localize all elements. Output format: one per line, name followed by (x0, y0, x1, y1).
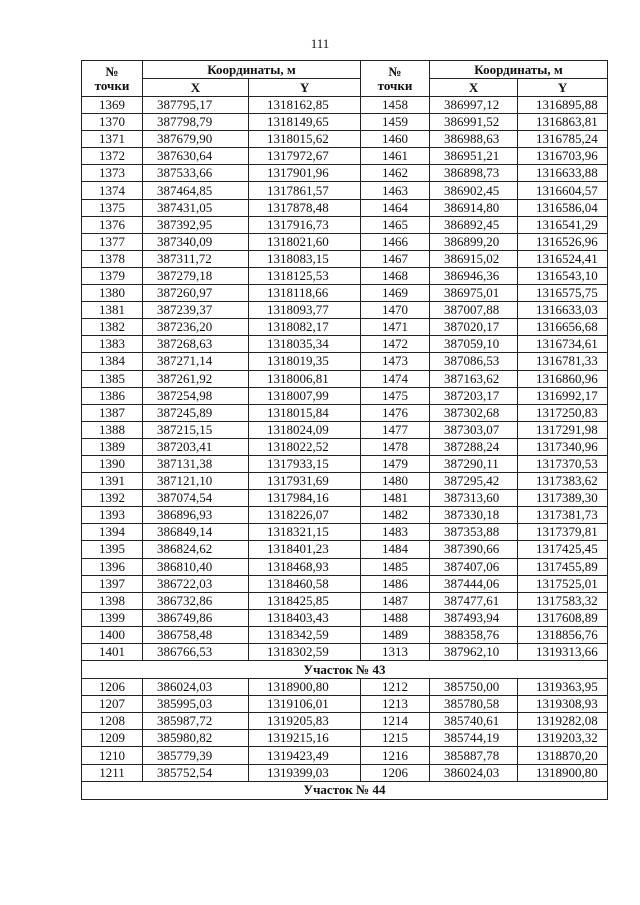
x-coordinate-cell: 387074,54 (143, 490, 249, 507)
table-row (82, 644, 608, 661)
y-coordinate-cell: 1316703,96 (518, 148, 608, 165)
table-row (82, 679, 608, 696)
point-number-cell: 1400 (82, 626, 143, 643)
x-coordinate-cell: 386975,01 (430, 285, 518, 302)
table-row (82, 302, 608, 319)
y-coordinate-cell: 1316633,88 (518, 165, 608, 182)
y-coordinate-cell: 1317901,96 (249, 165, 361, 182)
point-number-cell: 1399 (82, 609, 143, 626)
point-number-cell: 1369 (82, 97, 143, 114)
point-number-cell: 1212 (361, 679, 430, 696)
table-row (82, 455, 608, 472)
y-coordinate-cell: 1316604,57 (518, 182, 608, 199)
x-coordinate-cell: 387131,38 (143, 455, 249, 472)
x-coordinate-cell: 385779,39 (143, 747, 249, 764)
point-number-cell: 1213 (361, 696, 430, 713)
y-coordinate-cell: 1318082,17 (249, 319, 361, 336)
table-row (82, 626, 608, 643)
table-row (82, 285, 608, 302)
y-coordinate-cell: 1318162,85 (249, 97, 361, 114)
table-row (82, 148, 608, 165)
table-row (82, 541, 608, 558)
x-coordinate-cell: 385987,72 (143, 713, 249, 730)
x-coordinate-cell: 387444,06 (430, 575, 518, 592)
x-coordinate-cell: 387271,14 (143, 353, 249, 370)
point-number-cell: 1208 (82, 713, 143, 730)
y-coordinate-cell: 1318870,20 (518, 747, 608, 764)
x-coordinate-cell: 387353,88 (430, 524, 518, 541)
y-coordinate-cell: 1319203,32 (518, 730, 608, 747)
y-coordinate-cell: 1319282,08 (518, 713, 608, 730)
y-coordinate-cell: 1317379,81 (518, 524, 608, 541)
x-coordinate-cell: 387203,17 (430, 387, 518, 404)
y-coordinate-cell: 1316524,41 (518, 250, 608, 267)
y-coordinate-cell: 1318006,81 (249, 370, 361, 387)
x-coordinate-cell: 387121,10 (143, 473, 249, 490)
point-number-cell: 1483 (361, 524, 430, 541)
y-coordinate-cell: 1317608,89 (518, 609, 608, 626)
x-coordinate-cell: 386766,53 (143, 644, 249, 661)
y-coordinate-cell: 1317931,69 (249, 473, 361, 490)
x-coordinate-cell: 386024,03 (143, 679, 249, 696)
x-coordinate-cell: 386951,21 (430, 148, 518, 165)
x-coordinate-cell: 387007,88 (430, 302, 518, 319)
x-coordinate-cell: 386914,80 (430, 199, 518, 216)
point-number-cell: 1478 (361, 438, 430, 455)
y-coordinate-cell: 1319205,83 (249, 713, 361, 730)
point-number-header-right (361, 61, 430, 97)
point-number-cell: 1464 (361, 199, 430, 216)
y-coordinate-cell: 1317370,53 (518, 455, 608, 472)
table-row (82, 524, 608, 541)
x-coordinate-cell: 386946,36 (430, 267, 518, 284)
y-coordinate-cell: 1319215,16 (249, 730, 361, 747)
y-coordinate-cell: 1317381,73 (518, 507, 608, 524)
point-number-cell: 1477 (361, 421, 430, 438)
x-coordinate-cell: 387163,62 (430, 370, 518, 387)
point-number-cell: 1377 (82, 233, 143, 250)
point-number-cell: 1372 (82, 148, 143, 165)
table-row (82, 114, 608, 131)
x-coordinate-cell: 386988,63 (430, 131, 518, 148)
table-row (82, 609, 608, 626)
table-row (82, 713, 608, 730)
x-coordinate-cell: 387261,92 (143, 370, 249, 387)
point-number-cell: 1471 (361, 319, 430, 336)
point-number-cell: 1476 (361, 404, 430, 421)
table-row (82, 575, 608, 592)
table-row (82, 370, 608, 387)
y-coordinate-cell: 1316575,75 (518, 285, 608, 302)
y-coordinate-cell: 1317525,01 (518, 575, 608, 592)
x-coordinate-cell: 387254,98 (143, 387, 249, 404)
x-coordinate-cell: 387962,10 (430, 644, 518, 661)
point-number-cell: 1479 (361, 455, 430, 472)
y-coordinate-cell: 1317340,96 (518, 438, 608, 455)
y-coordinate-cell: 1318019,35 (249, 353, 361, 370)
table-row (82, 764, 608, 781)
y-coordinate-cell: 1316734,61 (518, 336, 608, 353)
x-coordinate-cell: 386898,73 (430, 165, 518, 182)
x-coordinate-cell: 387239,37 (143, 302, 249, 319)
x-coordinate-cell: 387477,61 (430, 592, 518, 609)
x-coordinate-cell: 386892,45 (430, 216, 518, 233)
y-coordinate-cell: 1318093,77 (249, 302, 361, 319)
x-header-left: X (143, 79, 249, 97)
x-coordinate-cell: 387392,95 (143, 216, 249, 233)
coordinates-table (81, 60, 608, 800)
x-coordinate-cell: 385980,82 (143, 730, 249, 747)
x-coordinate-cell: 385744,19 (430, 730, 518, 747)
y-coordinate-cell: 1318015,62 (249, 131, 361, 148)
point-number-cell: 1474 (361, 370, 430, 387)
point-number-cell: 1380 (82, 285, 143, 302)
x-coordinate-cell: 385752,54 (143, 764, 249, 781)
x-coordinate-cell: 387236,20 (143, 319, 249, 336)
section-43-title: Участок № 43 (82, 661, 608, 679)
x-coordinate-cell: 387464,85 (143, 182, 249, 199)
x-coordinate-cell: 385750,00 (430, 679, 518, 696)
point-number-cell: 1379 (82, 267, 143, 284)
table-row (82, 182, 608, 199)
point-number-cell: 1469 (361, 285, 430, 302)
x-coordinate-cell: 386732,86 (143, 592, 249, 609)
point-number-cell: 1489 (361, 626, 430, 643)
x-coordinate-cell: 387203,41 (143, 438, 249, 455)
x-coordinate-cell: 388358,76 (430, 626, 518, 643)
point-number-cell: 1475 (361, 387, 430, 404)
y-coordinate-cell: 1318022,52 (249, 438, 361, 455)
table-row (82, 216, 608, 233)
x-coordinate-cell: 387493,94 (430, 609, 518, 626)
point-number-cell: 1206 (82, 679, 143, 696)
point-number-cell: 1389 (82, 438, 143, 455)
y-coordinate-cell: 1317425,45 (518, 541, 608, 558)
x-coordinate-cell: 387303,07 (430, 421, 518, 438)
point-number-cell: 1384 (82, 353, 143, 370)
point-number-cell: 1313 (361, 644, 430, 661)
y-coordinate-cell: 1316541,29 (518, 216, 608, 233)
table-row (82, 319, 608, 336)
point-number-cell: 1480 (361, 473, 430, 490)
x-coordinate-cell: 387020,17 (430, 319, 518, 336)
y-coordinate-cell: 1318468,93 (249, 558, 361, 575)
y-coordinate-cell: 1318083,15 (249, 250, 361, 267)
x-header-right: X (430, 79, 518, 97)
point-number-cell: 1397 (82, 575, 143, 592)
point-number-cell: 1381 (82, 302, 143, 319)
x-coordinate-cell: 385740,61 (430, 713, 518, 730)
point-number-cell: 1466 (361, 233, 430, 250)
point-number-cell: 1392 (82, 490, 143, 507)
y-coordinate-cell: 1319313,66 (518, 644, 608, 661)
point-number-cell: 1460 (361, 131, 430, 148)
table-row (82, 696, 608, 713)
table-row (82, 507, 608, 524)
header-row-axes (82, 79, 608, 97)
y-coordinate-cell: 1318302,59 (249, 644, 361, 661)
y-coordinate-cell: 1317972,67 (249, 148, 361, 165)
y-coordinate-cell: 1316543,10 (518, 267, 608, 284)
x-coordinate-cell: 387295,42 (430, 473, 518, 490)
point-number-cell: 1487 (361, 592, 430, 609)
table-row (82, 387, 608, 404)
x-coordinate-cell: 387288,24 (430, 438, 518, 455)
table-row (82, 473, 608, 490)
coords-header-right: Координаты, м (430, 61, 608, 79)
x-coordinate-cell: 385887,78 (430, 747, 518, 764)
y-coordinate-cell: 1319423,49 (249, 747, 361, 764)
y-coordinate-cell: 1318425,85 (249, 592, 361, 609)
table-row (82, 233, 608, 250)
x-coordinate-cell: 387407,06 (430, 558, 518, 575)
point-number-cell: 1467 (361, 250, 430, 267)
x-coordinate-cell: 387795,17 (143, 97, 249, 114)
x-coordinate-cell: 387311,72 (143, 250, 249, 267)
point-number-cell: 1385 (82, 370, 143, 387)
point-number-cell: 1370 (82, 114, 143, 131)
y-coordinate-cell: 1316863,81 (518, 114, 608, 131)
x-coordinate-cell: 385780,58 (430, 696, 518, 713)
y-coordinate-cell: 1318342,59 (249, 626, 361, 643)
point-number-cell: 1394 (82, 524, 143, 541)
x-coordinate-cell: 386749,86 (143, 609, 249, 626)
table-row (82, 421, 608, 438)
page-number: 111 (310, 36, 330, 51)
y-coordinate-cell: 1316785,24 (518, 131, 608, 148)
y-coordinate-cell: 1319106,01 (249, 696, 361, 713)
x-coordinate-cell: 386722,03 (143, 575, 249, 592)
y-coordinate-cell: 1316895,88 (518, 97, 608, 114)
y-coordinate-cell: 1318015,84 (249, 404, 361, 421)
point-number-cell: 1207 (82, 696, 143, 713)
point-number-cell: 1391 (82, 473, 143, 490)
point-number-cell: 1390 (82, 455, 143, 472)
y-header-left: Y (249, 79, 361, 97)
x-coordinate-cell: 387533,66 (143, 165, 249, 182)
point-label-right: точки (377, 77, 413, 93)
y-coordinate-cell: 1318024,09 (249, 421, 361, 438)
table-row (82, 490, 608, 507)
coords-header-left: Координаты, м (143, 61, 361, 79)
table-row (82, 730, 608, 747)
table-row (82, 404, 608, 421)
y-coordinate-cell: 1317389,30 (518, 490, 608, 507)
y-coordinate-cell: 1317250,83 (518, 404, 608, 421)
point-number-cell: 1486 (361, 575, 430, 592)
x-coordinate-cell: 386915,02 (430, 250, 518, 267)
x-coordinate-cell: 386997,12 (430, 97, 518, 114)
y-coordinate-cell: 1317861,57 (249, 182, 361, 199)
x-coordinate-cell: 387679,90 (143, 131, 249, 148)
x-coordinate-cell: 385995,03 (143, 696, 249, 713)
y-coordinate-cell: 1319399,03 (249, 764, 361, 781)
table-row (82, 438, 608, 455)
x-coordinate-cell: 387215,15 (143, 421, 249, 438)
point-number-cell: 1216 (361, 747, 430, 764)
point-number-cell: 1459 (361, 114, 430, 131)
point-number-cell: 1214 (361, 713, 430, 730)
point-number-cell: 1461 (361, 148, 430, 165)
x-coordinate-cell: 386810,40 (143, 558, 249, 575)
point-number-cell: 1472 (361, 336, 430, 353)
section-44-row (82, 781, 608, 799)
x-coordinate-cell: 387313,60 (430, 490, 518, 507)
point-number-cell: 1470 (361, 302, 430, 319)
point-number-cell: 1465 (361, 216, 430, 233)
y-coordinate-cell: 1318118,66 (249, 285, 361, 302)
y-coordinate-cell: 1317878,48 (249, 199, 361, 216)
y-coordinate-cell: 1318149,65 (249, 114, 361, 131)
point-number-cell: 1458 (361, 97, 430, 114)
x-coordinate-cell: 386824,62 (143, 541, 249, 558)
point-number-cell: 1376 (82, 216, 143, 233)
y-coordinate-cell: 1318460,58 (249, 575, 361, 592)
y-header-right: Y (518, 79, 608, 97)
y-coordinate-cell: 1317916,73 (249, 216, 361, 233)
section-44-title: Участок № 44 (82, 781, 608, 799)
table-row (82, 199, 608, 216)
x-coordinate-cell: 387279,18 (143, 267, 249, 284)
x-coordinate-cell: 387290,11 (430, 455, 518, 472)
y-coordinate-cell: 1318021,60 (249, 233, 361, 250)
x-coordinate-cell: 387260,97 (143, 285, 249, 302)
y-coordinate-cell: 1317933,15 (249, 455, 361, 472)
y-coordinate-cell: 1317291,98 (518, 421, 608, 438)
y-coordinate-cell: 1317383,62 (518, 473, 608, 490)
point-number-cell: 1396 (82, 558, 143, 575)
x-coordinate-cell: 386849,14 (143, 524, 249, 541)
num-sign-right: № (388, 63, 402, 79)
x-coordinate-cell: 386902,45 (430, 182, 518, 199)
y-coordinate-cell: 1316781,33 (518, 353, 608, 370)
y-coordinate-cell: 1317455,89 (518, 558, 608, 575)
point-number-cell: 1401 (82, 644, 143, 661)
y-coordinate-cell: 1318226,07 (249, 507, 361, 524)
point-number-cell: 1375 (82, 199, 143, 216)
y-coordinate-cell: 1318007,99 (249, 387, 361, 404)
point-number-cell: 1215 (361, 730, 430, 747)
table-row (82, 592, 608, 609)
y-coordinate-cell: 1318125,53 (249, 267, 361, 284)
point-number-cell: 1488 (361, 609, 430, 626)
y-coordinate-cell: 1318035,34 (249, 336, 361, 353)
section-43-row (82, 661, 608, 679)
table-row (82, 336, 608, 353)
x-coordinate-cell: 387268,63 (143, 336, 249, 353)
header-row-top (82, 61, 608, 79)
point-number-cell: 1388 (82, 421, 143, 438)
y-coordinate-cell: 1319308,93 (518, 696, 608, 713)
y-coordinate-cell: 1318401,23 (249, 541, 361, 558)
y-coordinate-cell: 1316860,96 (518, 370, 608, 387)
table-row (82, 165, 608, 182)
point-number-cell: 1484 (361, 541, 430, 558)
point-number-header (82, 61, 143, 97)
table-row (82, 558, 608, 575)
point-number-cell: 1386 (82, 387, 143, 404)
point-number-cell: 1378 (82, 250, 143, 267)
x-coordinate-cell: 387086,53 (430, 353, 518, 370)
table-row (82, 267, 608, 284)
y-coordinate-cell: 1318856,76 (518, 626, 608, 643)
y-coordinate-cell: 1318900,80 (249, 679, 361, 696)
y-coordinate-cell: 1316633,03 (518, 302, 608, 319)
coordinates-table-body (82, 61, 608, 800)
point-number-cell: 1463 (361, 182, 430, 199)
x-coordinate-cell: 387330,18 (430, 507, 518, 524)
point-number-cell: 1485 (361, 558, 430, 575)
point-number-cell: 1462 (361, 165, 430, 182)
x-coordinate-cell: 386991,52 (430, 114, 518, 131)
point-number-cell: 1210 (82, 747, 143, 764)
point-number-cell: 1371 (82, 131, 143, 148)
point-number-cell: 1398 (82, 592, 143, 609)
point-number-cell: 1481 (361, 490, 430, 507)
y-coordinate-cell: 1316586,04 (518, 199, 608, 216)
point-number-cell: 1209 (82, 730, 143, 747)
y-coordinate-cell: 1316992,17 (518, 387, 608, 404)
x-coordinate-cell: 387245,89 (143, 404, 249, 421)
table-row (82, 131, 608, 148)
y-coordinate-cell: 1317984,16 (249, 490, 361, 507)
x-coordinate-cell: 386024,03 (430, 764, 518, 781)
y-coordinate-cell: 1316656,68 (518, 319, 608, 336)
x-coordinate-cell: 386899,20 (430, 233, 518, 250)
x-coordinate-cell: 387630,64 (143, 148, 249, 165)
point-number-cell: 1383 (82, 336, 143, 353)
x-coordinate-cell: 387798,79 (143, 114, 249, 131)
point-number-cell: 1395 (82, 541, 143, 558)
y-coordinate-cell: 1318900,80 (518, 764, 608, 781)
table-row (82, 250, 608, 267)
point-number-cell: 1211 (82, 764, 143, 781)
point-number-cell: 1468 (361, 267, 430, 284)
point-number-cell: 1387 (82, 404, 143, 421)
num-sign: № (105, 63, 119, 79)
x-coordinate-cell: 386896,93 (143, 507, 249, 524)
point-label: точки (94, 77, 130, 93)
table-row (82, 97, 608, 114)
point-number-cell: 1393 (82, 507, 143, 524)
x-coordinate-cell: 387302,68 (430, 404, 518, 421)
table-row (82, 353, 608, 370)
x-coordinate-cell: 387340,09 (143, 233, 249, 250)
x-coordinate-cell: 387431,05 (143, 199, 249, 216)
point-number-cell: 1206 (361, 764, 430, 781)
point-number-cell: 1473 (361, 353, 430, 370)
y-coordinate-cell: 1319363,95 (518, 679, 608, 696)
x-coordinate-cell: 387390,66 (430, 541, 518, 558)
point-number-cell: 1373 (82, 165, 143, 182)
x-coordinate-cell: 387059,10 (430, 336, 518, 353)
y-coordinate-cell: 1317583,32 (518, 592, 608, 609)
table-row (82, 747, 608, 764)
y-coordinate-cell: 1318321,15 (249, 524, 361, 541)
y-coordinate-cell: 1316526,96 (518, 233, 608, 250)
point-number-cell: 1374 (82, 182, 143, 199)
point-number-cell: 1482 (361, 507, 430, 524)
point-number-cell: 1382 (82, 319, 143, 336)
x-coordinate-cell: 386758,48 (143, 626, 249, 643)
y-coordinate-cell: 1318403,43 (249, 609, 361, 626)
